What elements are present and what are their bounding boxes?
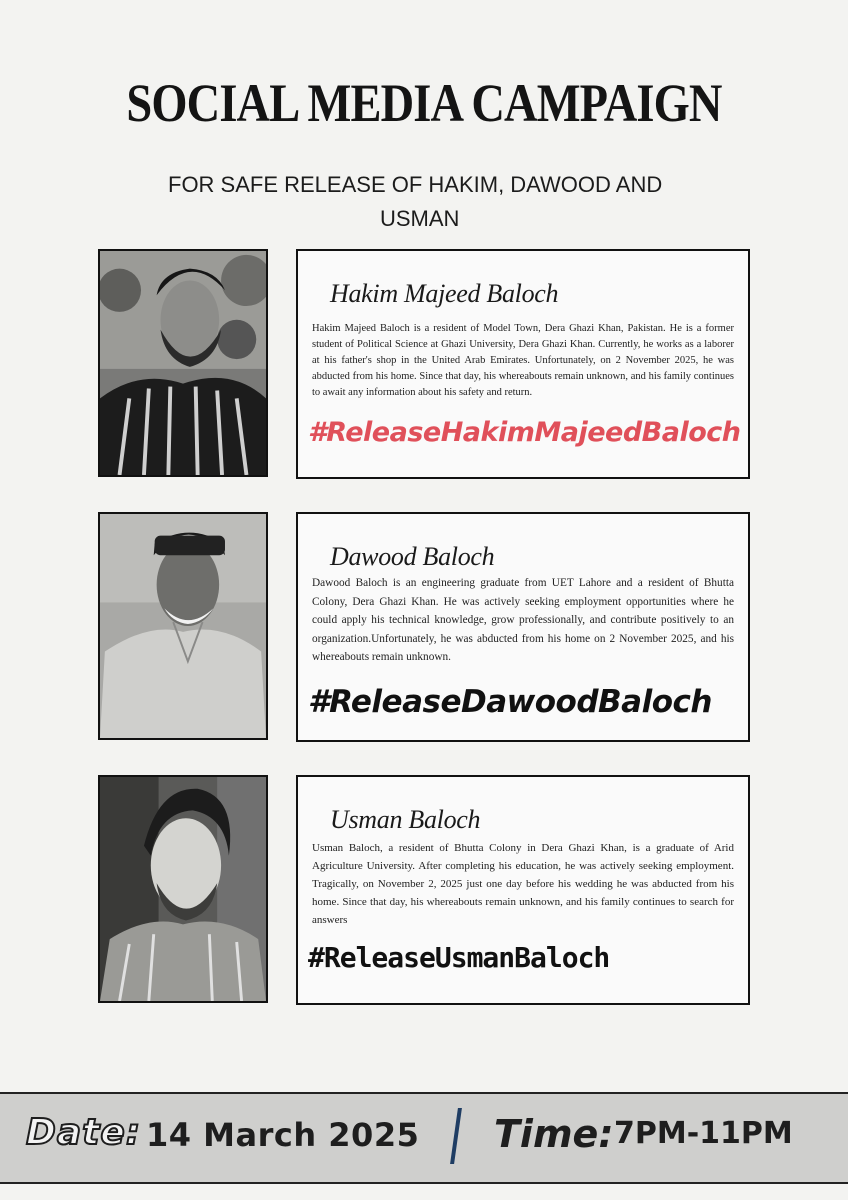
profile-bio: Hakim Majeed Baloch is a resident of Model Town, Dera Ghazi Khan, Pakistan. He is a former student of Political Science at Ghazi University, Dera Ghazi Khan. Currently, he works as a laborer at his father's shop in the United Arab Emirates. Unfortunately, on 2 November 2025, he was abducted from his home. Since that day, his whereabouts remain unknown, and his family continues to await any information about his safety and return. — [312, 323, 734, 398]
profile-hashtag[interactable]: #ReleaseUsmanBaloch — [308, 941, 610, 974]
profile-name: Dawood Baloch — [330, 542, 495, 571]
footer-divider — [450, 1108, 462, 1164]
time-label: Time: — [494, 1112, 614, 1156]
subtitle-line-1: FOR SAFE RELEASE OF HAKIM, DAWOOD AND — [168, 172, 663, 197]
profile-card-hakim — [296, 249, 750, 479]
profile-card-usman — [296, 775, 750, 1005]
profile-bio: Dawood Baloch is an engineering graduate from UET Lahore and a resident of Bhutta Colony, Dera Ghazi Khan. He was actively seeking employment opportunities where he could apply his technical knowledge, grow professionally, and contribute positively to an organization.Unfortunately, he was abducted from his home on 2 November 2025, and his whereabouts remain unknown. — [312, 577, 734, 663]
profile-hashtag[interactable]: #ReleaseDawoodBaloch — [308, 684, 712, 720]
profile-name: Usman Baloch — [330, 805, 481, 834]
profile-photo-dawood — [98, 512, 268, 740]
date-value: 14 March 2025 — [146, 1116, 420, 1154]
profile-photo-usman — [98, 775, 268, 1003]
profile-bio: Usman Baloch, a resident of Bhutta Colony in Dera Ghazi Khan, is a graduate of Arid Agriculture University. After completing his education, he was actively seeking employment. Tragically, on November 2, 2025 just one day before his wedding he was abducted from his home. Since that day, his whereabouts remain unknown, and his family continues to search for answers — [312, 842, 734, 926]
date-label: Date: — [26, 1112, 142, 1153]
profile-card-dawood — [296, 512, 750, 742]
campaign-title: SOCIAL MEDIA CAMPAIGN — [126, 73, 722, 133]
profile-hashtag[interactable]: #ReleaseHakimMajeedBaloch — [308, 417, 741, 448]
event-footer — [0, 1092, 848, 1184]
time-value: 7PM-11PM — [614, 1116, 793, 1151]
subtitle-line-2: USMAN — [380, 206, 460, 231]
profile-photo-hakim — [98, 249, 268, 477]
campaign-subtitle — [168, 168, 708, 236]
profile-name: Hakim Majeed Baloch — [330, 279, 559, 308]
